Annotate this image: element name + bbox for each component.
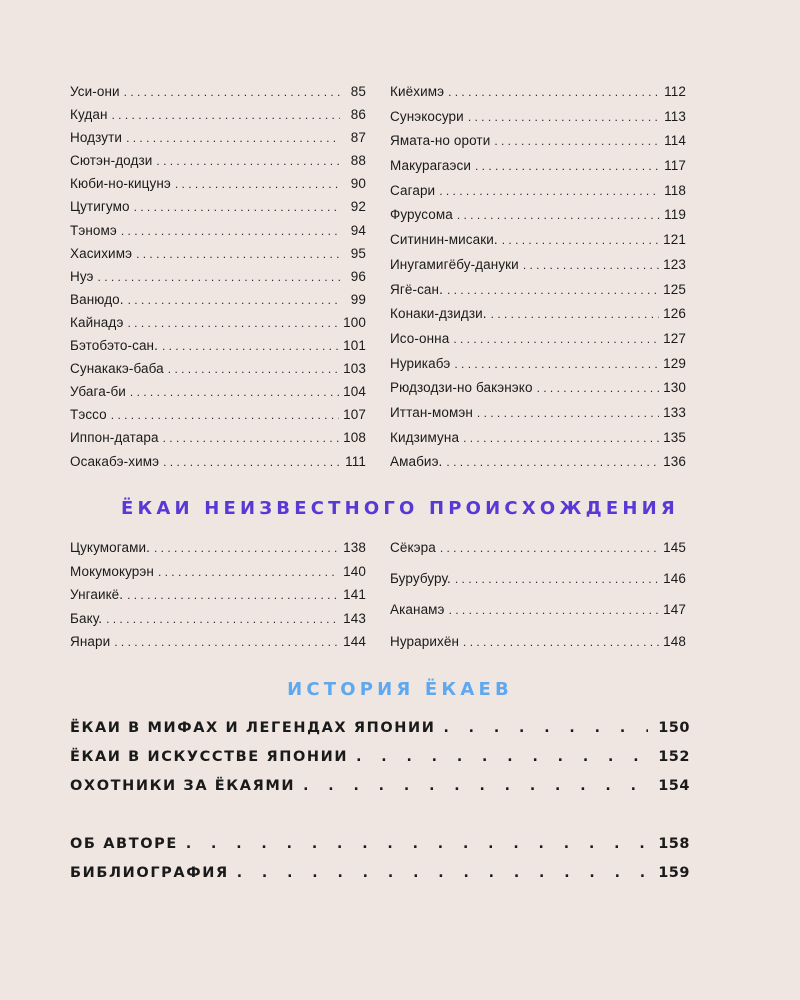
- toc-entry-title: Нурикабэ: [390, 355, 451, 371]
- toc-entry-title: Фурусома: [390, 207, 453, 223]
- toc-entry-page-number: 121: [663, 232, 686, 248]
- toc-entry[interactable]: [390, 380, 686, 405]
- toc-entry-page-number: 125: [663, 281, 686, 297]
- toc-entry-title: Цукумогами.: [70, 540, 150, 555]
- toc-entry-page-number: 88: [350, 153, 366, 169]
- toc-entry[interactable]: [390, 634, 686, 665]
- toc-entry-page-number: 119: [664, 207, 686, 223]
- toc-entry[interactable]: [70, 153, 366, 176]
- toc-column-left: [70, 84, 366, 477]
- toc-entry-title: Исо-онна: [390, 330, 450, 346]
- toc-entry-title: Осакабэ-химэ: [70, 453, 160, 469]
- toc-entry-title: Нурарихён: [390, 633, 460, 649]
- toc-entry[interactable]: [390, 540, 686, 571]
- toc-entry-page-number: 86: [350, 107, 366, 123]
- leader-dots: [112, 108, 340, 122]
- leader-dots: [439, 184, 660, 198]
- toc-entry-title: Амабиэ.: [390, 454, 443, 470]
- toc-entry-title: Сагари: [390, 182, 436, 198]
- toc-entry[interactable]: [70, 361, 366, 384]
- leader-dots: [457, 208, 660, 222]
- toc-entry-title: Баку.: [70, 610, 103, 626]
- leader-dots: [175, 177, 340, 191]
- section-heading-history: ИСТОРИЯ ЁКАЕВ: [287, 679, 513, 700]
- toc-entry[interactable]: [70, 292, 366, 315]
- toc-entry-page-number: 96: [350, 268, 366, 284]
- toc-entry[interactable]: [390, 84, 686, 109]
- toc-entry-title: Киёхимэ: [390, 84, 445, 99]
- toc-entry-page-number: 123: [663, 256, 686, 272]
- leader-dots: [356, 749, 648, 765]
- toc-entry-page-number: 159: [658, 865, 690, 881]
- toc-entry[interactable]: [70, 130, 366, 153]
- toc-entry[interactable]: [390, 109, 686, 134]
- toc-entry-page-number: 117: [664, 158, 686, 174]
- toc-entry-page-number: 146: [663, 571, 686, 587]
- toc-entry-page-number: 112: [664, 84, 686, 99]
- toc-entry[interactable]: [70, 836, 690, 865]
- toc-history-list: [70, 720, 690, 807]
- toc-entry-title: Конаки-дзидзи.: [390, 306, 487, 322]
- leader-dots: [128, 293, 340, 307]
- toc-entry-page-number: 152: [658, 749, 690, 765]
- toc-entry-title: Рюдзодзи-но бакэнэко: [390, 380, 533, 396]
- toc-entry-title: Сунакакэ-баба: [70, 361, 164, 377]
- toc-entry-page-number: 129: [663, 355, 686, 371]
- toc-entry-page-number: 99: [350, 291, 366, 307]
- toc-entry-page-number: 92: [350, 199, 366, 215]
- leader-dots: [163, 455, 340, 469]
- leader-dots: [134, 200, 340, 214]
- toc-entry-title: ЁКАИ В МИФАХ И ЛЕГЕНДАХ ЯПОНИИ: [70, 720, 436, 736]
- toc-entry-page-number: 143: [343, 610, 366, 626]
- toc-entry[interactable]: [70, 246, 366, 269]
- toc-entry[interactable]: [70, 84, 366, 107]
- toc-entry[interactable]: [390, 331, 686, 356]
- toc-column-right: [390, 84, 686, 479]
- leader-dots: [455, 572, 659, 586]
- toc-entry-title: Инугамигёбу-дануки: [390, 256, 519, 272]
- leader-dots: [154, 541, 339, 555]
- toc-entry[interactable]: [70, 634, 366, 658]
- leader-dots: [523, 258, 659, 272]
- toc-entry-page-number: 126: [663, 306, 686, 322]
- toc-entry-title: Нуэ: [70, 268, 94, 284]
- toc-entry[interactable]: [70, 338, 366, 361]
- toc-entry-page-number: 127: [663, 330, 686, 346]
- section-heading-unknown-origin: ЁКАИ НЕИЗВЕСТНОГО ПРОИСХОЖДЕНИЯ: [121, 498, 679, 519]
- toc-entry-title: Нодзути: [70, 130, 123, 146]
- toc-entry-page-number: 85: [350, 84, 366, 99]
- toc-entry-title: Тэссо: [70, 407, 107, 423]
- toc-entry-page-number: 100: [343, 314, 366, 330]
- toc-entry[interactable]: [70, 269, 366, 292]
- toc-entry-title: Бэтобэто-сан.: [70, 338, 158, 354]
- toc-entry-page-number: 148: [663, 633, 686, 649]
- leader-dots: [128, 316, 340, 330]
- toc-entry-title: Убага-би: [70, 384, 126, 400]
- toc-entry-page-number: 130: [663, 380, 686, 396]
- toc-entry[interactable]: [70, 223, 366, 246]
- toc-entry-page-number: 145: [663, 540, 686, 555]
- leader-dots: [158, 565, 339, 579]
- toc-column-right-unknown: [390, 540, 686, 665]
- leader-dots: [127, 588, 339, 602]
- toc-entry[interactable]: [70, 176, 366, 199]
- toc-entry[interactable]: [70, 384, 366, 407]
- toc-entry-page-number: 158: [658, 836, 690, 852]
- toc-entry-title: Цутигумо: [70, 199, 130, 215]
- leader-dots: [303, 778, 648, 794]
- toc-entry-title: Ягё-сан.: [390, 281, 443, 297]
- leader-dots: [477, 406, 659, 420]
- leader-dots: [494, 134, 660, 148]
- toc-entry[interactable]: [70, 865, 690, 894]
- toc-entry[interactable]: [390, 602, 686, 633]
- toc-entry-title: Тэномэ: [70, 222, 117, 238]
- leader-dots: [98, 270, 340, 284]
- toc-entry[interactable]: [390, 306, 686, 331]
- toc-entry[interactable]: [390, 405, 686, 430]
- toc-entry-title: Кайнадэ: [70, 314, 124, 330]
- leader-dots: [440, 541, 659, 555]
- toc-entry-page-number: 135: [663, 429, 686, 445]
- toc-entry[interactable]: [390, 571, 686, 602]
- toc-entry-page-number: 104: [343, 384, 366, 400]
- leader-dots: [126, 131, 340, 145]
- leader-dots: [168, 362, 339, 376]
- toc-entry-title: Сютэн-додзи: [70, 153, 153, 169]
- toc-entry-title: Макурагаэси: [390, 158, 471, 174]
- leader-dots: [463, 635, 659, 649]
- toc-entry-title: Кудан: [70, 107, 108, 123]
- toc-entry[interactable]: [70, 540, 366, 564]
- toc-entry-page-number: 111: [345, 453, 366, 469]
- toc-entry[interactable]: [390, 430, 686, 455]
- leader-dots: [491, 307, 660, 321]
- toc-entry-page-number: 113: [664, 108, 686, 124]
- leader-dots: [448, 85, 660, 99]
- toc-entry-page-number: 114: [664, 133, 686, 149]
- leader-dots: [475, 159, 660, 173]
- toc-entry[interactable]: [70, 564, 366, 588]
- toc-entry-title: Иттан-момэн: [390, 404, 473, 420]
- leader-dots: [447, 283, 659, 297]
- toc-entry[interactable]: [70, 107, 366, 130]
- toc-entry-title: Ямата-но ороти: [390, 133, 491, 149]
- leader-dots: [502, 233, 659, 247]
- toc-entry[interactable]: [390, 158, 686, 183]
- toc-entry-title: Сёкэра: [390, 540, 436, 555]
- toc-entry-title: Кидзимуна: [390, 429, 460, 445]
- leader-dots: [468, 110, 660, 124]
- toc-entry[interactable]: [70, 720, 690, 749]
- leader-dots: [446, 455, 659, 469]
- toc-entry-page-number: 154: [658, 778, 690, 794]
- toc-entry-page-number: 108: [343, 430, 366, 446]
- leader-dots: [443, 720, 648, 736]
- toc-entry-title: Уси-они: [70, 84, 120, 99]
- toc-entry[interactable]: [390, 133, 686, 158]
- toc-entry-title: ОХОТНИКИ ЗА ЁКАЯМИ: [70, 778, 296, 794]
- toc-entry-title: Бурубуру.: [390, 571, 451, 587]
- leader-dots: [237, 865, 649, 881]
- leader-dots: [162, 339, 339, 353]
- toc-entry-title: ОБ АВТОРЕ: [70, 836, 178, 852]
- toc-entry[interactable]: [70, 778, 690, 807]
- toc-entry[interactable]: [390, 454, 686, 479]
- toc-entry-page-number: 118: [664, 182, 686, 198]
- toc-entry-title: Хасихимэ: [70, 245, 133, 261]
- toc-entry-title: Унгаикё.: [70, 587, 124, 602]
- leader-dots: [106, 612, 339, 626]
- toc-entry-title: Ванюдо.: [70, 291, 124, 307]
- toc-entry[interactable]: [70, 430, 366, 453]
- toc-entry-title: БИБЛИОГРАФИЯ: [70, 865, 229, 881]
- leader-dots: [124, 85, 340, 99]
- leader-dots: [463, 431, 659, 445]
- toc-entry-page-number: 87: [350, 130, 366, 146]
- leader-dots: [163, 431, 340, 445]
- toc-entry-page-number: 141: [343, 587, 366, 602]
- toc-entry[interactable]: [390, 282, 686, 307]
- toc-entry-title: Иппон-датара: [70, 430, 159, 446]
- leader-dots: [114, 635, 339, 649]
- toc-entry-title: Янари: [70, 634, 111, 649]
- toc-entry-title: Аканамэ: [390, 602, 445, 618]
- toc-entry[interactable]: [390, 356, 686, 381]
- leader-dots: [186, 836, 648, 852]
- toc-entry[interactable]: [70, 407, 366, 430]
- toc-entry-title: ЁКАИ В ИСКУССТВЕ ЯПОНИИ: [70, 749, 349, 765]
- leader-dots: [130, 385, 339, 399]
- toc-entry[interactable]: [70, 611, 366, 635]
- toc-entry-page-number: 94: [350, 222, 366, 238]
- leader-dots: [156, 154, 340, 168]
- toc-entry-title: Сунэкосури: [390, 108, 464, 124]
- leader-dots: [136, 247, 340, 261]
- toc-entry-page-number: 147: [663, 602, 686, 618]
- toc-entry-page-number: 103: [343, 361, 366, 377]
- toc-entry[interactable]: [390, 183, 686, 208]
- toc-entry[interactable]: [390, 232, 686, 257]
- leader-dots: [453, 332, 659, 346]
- leader-dots: [121, 224, 340, 238]
- leader-dots: [449, 603, 660, 617]
- leader-dots: [111, 408, 339, 422]
- toc-entry-page-number: 138: [343, 540, 366, 555]
- leader-dots: [454, 357, 659, 371]
- toc-entry-page-number: 101: [343, 338, 366, 354]
- toc-entry-page-number: 144: [343, 634, 366, 649]
- toc-entry[interactable]: [70, 454, 366, 477]
- toc-entry-page-number: 140: [343, 563, 366, 579]
- toc-entry-page-number: 133: [663, 404, 686, 420]
- toc-entry-page-number: 136: [663, 454, 686, 470]
- toc-entry[interactable]: [70, 315, 366, 338]
- toc-entry[interactable]: [70, 587, 366, 611]
- toc-entry[interactable]: [70, 199, 366, 222]
- toc-entry-page-number: 107: [343, 407, 366, 423]
- toc-entry-page-number: 90: [350, 176, 366, 192]
- toc-entry-page-number: 95: [350, 245, 366, 261]
- toc-entry-title: Кюби-но-кицунэ: [70, 176, 171, 192]
- leader-dots: [537, 381, 660, 395]
- toc-entry[interactable]: [390, 257, 686, 282]
- toc-entry-title: Мокумокурэн: [70, 563, 154, 579]
- toc-entry[interactable]: [390, 207, 686, 232]
- toc-column-left-unknown: [70, 540, 366, 658]
- toc-entry[interactable]: [70, 749, 690, 778]
- toc-appendix-list: [70, 836, 690, 894]
- toc-entry-page-number: 150: [658, 720, 690, 736]
- toc-entry-title: Ситинин-мисаки.: [390, 232, 498, 248]
